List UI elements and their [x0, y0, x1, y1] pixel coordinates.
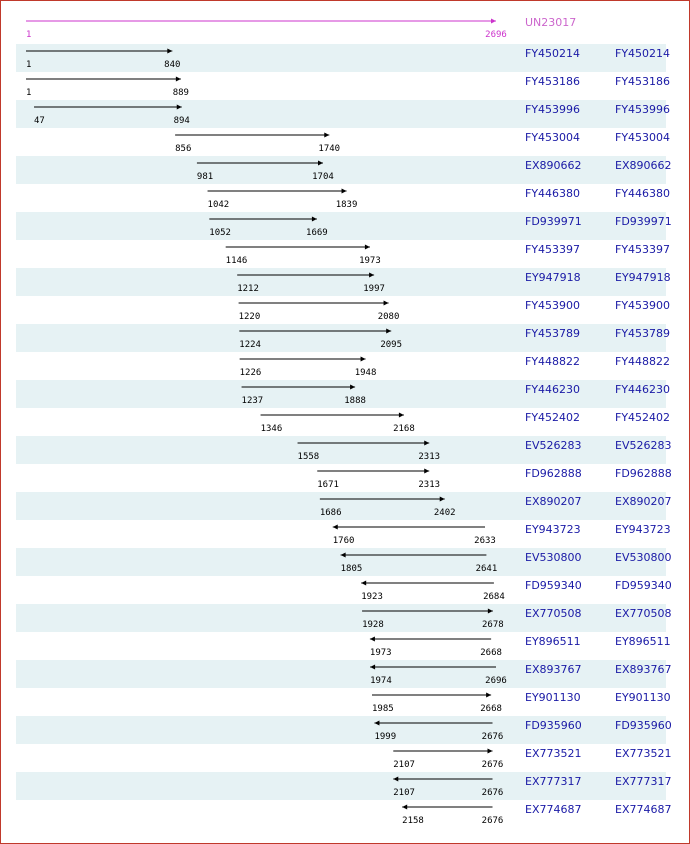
end-position-label: 2676: [481, 788, 504, 798]
est-arrow-arrowhead: [402, 805, 407, 810]
end-position-label: 1973: [359, 256, 381, 266]
est-id-link-secondary[interactable]: EY947918: [615, 271, 671, 284]
end-position-label: 2668: [480, 704, 502, 714]
est-id-link-secondary[interactable]: FD935960: [615, 719, 672, 732]
est-id-link-secondary[interactable]: FY453996: [615, 103, 671, 116]
est-id-link-secondary[interactable]: EY943723: [615, 523, 671, 536]
reference-id-label[interactable]: UN23017: [525, 16, 577, 29]
est-id-link-secondary[interactable]: FY453186: [615, 75, 671, 88]
start-position-label: 1237: [241, 396, 264, 406]
est-id-link[interactable]: EX893767: [525, 663, 582, 676]
est-arrow-arrowhead: [370, 637, 375, 642]
est-arrow-arrowhead: [342, 189, 347, 194]
start-position-label: 1923: [361, 592, 383, 602]
end-position-label: 2168: [393, 424, 415, 434]
est-arrow-arrowhead: [399, 413, 404, 418]
est-id-link[interactable]: EY896511: [525, 635, 581, 648]
start-position-label: 47: [34, 116, 45, 126]
est-id-link[interactable]: FY453996: [525, 103, 581, 116]
reference-start-label: 1: [26, 30, 32, 40]
alignment-row: [26, 75, 670, 98]
start-position-label: 1346: [260, 424, 283, 434]
end-position-label: 2641: [475, 564, 498, 574]
est-arrow-arrowhead: [361, 357, 366, 362]
end-position-label: 889: [172, 88, 189, 98]
alignment-row: [16, 268, 671, 296]
est-id-link-secondary[interactable]: FY446380: [615, 187, 671, 200]
end-position-label: 2676: [481, 732, 504, 742]
est-id-link[interactable]: FY453397: [525, 243, 581, 256]
end-position-label: 1888: [344, 396, 366, 406]
est-id-link-secondary[interactable]: FY453789: [615, 327, 671, 340]
est-id-link[interactable]: EV530800: [525, 551, 582, 564]
end-position-label: 1704: [312, 172, 334, 182]
reference-end-label: 2696: [485, 30, 507, 40]
start-position-label: 2107: [393, 788, 415, 798]
est-id-link[interactable]: FY448822: [525, 355, 581, 368]
start-position-label: 1760: [332, 536, 355, 546]
est-id-link-secondary[interactable]: FY453900: [615, 299, 671, 312]
alignment-row: [16, 156, 671, 184]
end-position-label: 2678: [482, 620, 504, 630]
end-position-label: 2696: [485, 676, 507, 686]
start-position-label: 1052: [209, 228, 231, 238]
end-position-label: 1997: [363, 284, 385, 294]
end-position-label: 2313: [418, 480, 441, 490]
est-id-link[interactable]: EY901130: [525, 691, 581, 704]
alignment-row: [240, 355, 670, 378]
est-id-link[interactable]: FY450214: [525, 47, 581, 60]
est-id-link[interactable]: EY947918: [525, 271, 581, 284]
est-id-link-secondary[interactable]: FY450214: [615, 47, 671, 60]
est-id-link[interactable]: FD959340: [525, 579, 582, 592]
alignment-row: [239, 299, 670, 322]
reference-arrowhead: [491, 19, 496, 24]
est-id-link-secondary[interactable]: EX893767: [615, 663, 672, 676]
est-arrow-arrowhead: [324, 133, 329, 138]
start-position-label: 981: [196, 172, 214, 182]
start-position-label: 1212: [237, 284, 259, 294]
est-arrow-arrowhead: [488, 749, 493, 754]
end-position-label: 2095: [380, 340, 403, 350]
start-position-label: 856: [175, 144, 192, 154]
start-position-label: 2107: [393, 760, 415, 770]
alignment-row: [16, 380, 670, 408]
alignment-row: [317, 467, 672, 490]
start-position-label: 1973: [369, 648, 392, 658]
est-id-link-secondary[interactable]: EV530800: [615, 551, 672, 564]
end-position-label: 1740: [318, 144, 341, 154]
est-id-link[interactable]: EX770508: [525, 607, 582, 620]
est-id-link[interactable]: FY446230: [525, 383, 581, 396]
est-id-link-secondary[interactable]: FY453397: [615, 243, 671, 256]
alignment-row: [372, 691, 671, 714]
alignment-row: [16, 548, 671, 576]
end-position-label: 1948: [354, 368, 377, 378]
est-arrow-arrowhead: [361, 581, 366, 586]
start-position-label: 1146: [225, 256, 248, 266]
est-id-link[interactable]: EX773521: [525, 747, 582, 760]
alignment-row: [16, 44, 670, 72]
est-id-link[interactable]: FY452402: [525, 411, 581, 424]
est-arrow-arrowhead: [365, 245, 370, 250]
alignment-row: [16, 772, 671, 800]
start-position-label: 1671: [317, 480, 339, 490]
alignment-row: [16, 212, 672, 240]
est-arrow-arrowhead: [333, 525, 338, 530]
est-arrow-arrowhead: [384, 301, 389, 306]
est-id-link-secondary[interactable]: EX777317: [615, 775, 672, 788]
est-id-link[interactable]: FY446380: [525, 187, 581, 200]
end-position-label: 2633: [474, 536, 496, 546]
est-id-link-secondary[interactable]: FY452402: [615, 411, 671, 424]
end-position-label: 2684: [483, 592, 505, 602]
est-id-link-secondary[interactable]: EX890207: [615, 495, 672, 508]
est-id-link-secondary[interactable]: EY901130: [615, 691, 671, 704]
alignment-row: [226, 243, 670, 266]
alignment-row: [16, 436, 671, 464]
est-id-link[interactable]: FD939971: [525, 215, 582, 228]
est-id-link-secondary[interactable]: FD939971: [615, 215, 672, 228]
alignment-row: [16, 716, 672, 744]
start-position-label: 1226: [239, 368, 262, 378]
end-position-label: 2402: [433, 508, 456, 518]
start-position-label: 1558: [297, 452, 320, 462]
est-id-link-secondary[interactable]: EX773521: [615, 747, 672, 760]
end-position-label: 2676: [481, 760, 504, 770]
est-id-link[interactable]: EY943723: [525, 523, 581, 536]
end-position-label: 2313: [418, 452, 441, 462]
alignment-row: [175, 131, 670, 154]
est-id-link[interactable]: FD935960: [525, 719, 582, 732]
est-id-link[interactable]: EV526283: [525, 439, 582, 452]
est-id-link-secondary[interactable]: FY446230: [615, 383, 671, 396]
alignment-row: [16, 324, 670, 352]
start-position-label: 1974: [370, 676, 392, 686]
est-id-link-secondary[interactable]: EY896511: [615, 635, 671, 648]
reference-track: [26, 16, 576, 40]
est-id-link-secondary[interactable]: EX774687: [615, 803, 672, 816]
start-position-label: 1805: [340, 564, 363, 574]
start-position-label: 1: [26, 60, 32, 70]
est-id-link[interactable]: FY453789: [525, 327, 581, 340]
est-id-link[interactable]: EX890662: [525, 159, 582, 172]
alignment-row: [370, 635, 671, 658]
alignment-row: [208, 187, 670, 210]
start-position-label: 1999: [374, 732, 397, 742]
end-position-label: 840: [164, 60, 181, 70]
alignment-row: [16, 660, 671, 688]
end-position-label: 2668: [480, 648, 502, 658]
est-id-link[interactable]: FY453186: [525, 75, 581, 88]
est-id-link[interactable]: EX890207: [525, 495, 582, 508]
start-position-label: 2158: [402, 816, 424, 826]
alignment-row: [333, 523, 671, 546]
end-position-label: 2676: [481, 816, 504, 826]
end-position-label: 894: [173, 116, 190, 126]
est-id-link-secondary[interactable]: EX890662: [615, 159, 672, 172]
start-position-label: 1: [26, 88, 32, 98]
alignment-row: [402, 803, 671, 826]
alignment-row: [361, 579, 672, 602]
alignment-row: [393, 747, 671, 770]
est-id-link-secondary[interactable]: FD962888: [615, 467, 672, 480]
alignment-chart: [1, 1, 689, 843]
alignment-row: [261, 411, 670, 434]
est-id-link[interactable]: EX777317: [525, 775, 582, 788]
est-id-link-secondary[interactable]: EX770508: [615, 607, 672, 620]
start-position-label: 1224: [239, 340, 261, 350]
est-id-link[interactable]: FD962888: [525, 467, 582, 480]
est-arrow-arrowhead: [424, 469, 429, 474]
alignment-row: [16, 100, 670, 128]
start-position-label: 1220: [238, 312, 261, 322]
est-id-link-secondary[interactable]: FY448822: [615, 355, 671, 368]
start-position-label: 1042: [207, 200, 230, 210]
est-id-link-secondary[interactable]: FY453004: [615, 131, 671, 144]
start-position-label: 1928: [362, 620, 384, 630]
start-position-label: 1686: [319, 508, 342, 518]
est-arrow-arrowhead: [176, 77, 181, 82]
end-position-label: 1839: [335, 200, 358, 210]
end-position-label: 2080: [377, 312, 400, 322]
est-id-link[interactable]: EX774687: [525, 803, 582, 816]
start-position-label: 1985: [372, 704, 394, 714]
est-id-link-secondary[interactable]: EV526283: [615, 439, 672, 452]
alignment-row: [16, 604, 671, 632]
end-position-label: 1669: [306, 228, 328, 238]
est-id-link[interactable]: FY453900: [525, 299, 581, 312]
alignment-row: [16, 492, 671, 520]
est-id-link-secondary[interactable]: FD959340: [615, 579, 672, 592]
est-arrow-arrowhead: [486, 693, 491, 698]
est-id-link[interactable]: FY453004: [525, 131, 581, 144]
